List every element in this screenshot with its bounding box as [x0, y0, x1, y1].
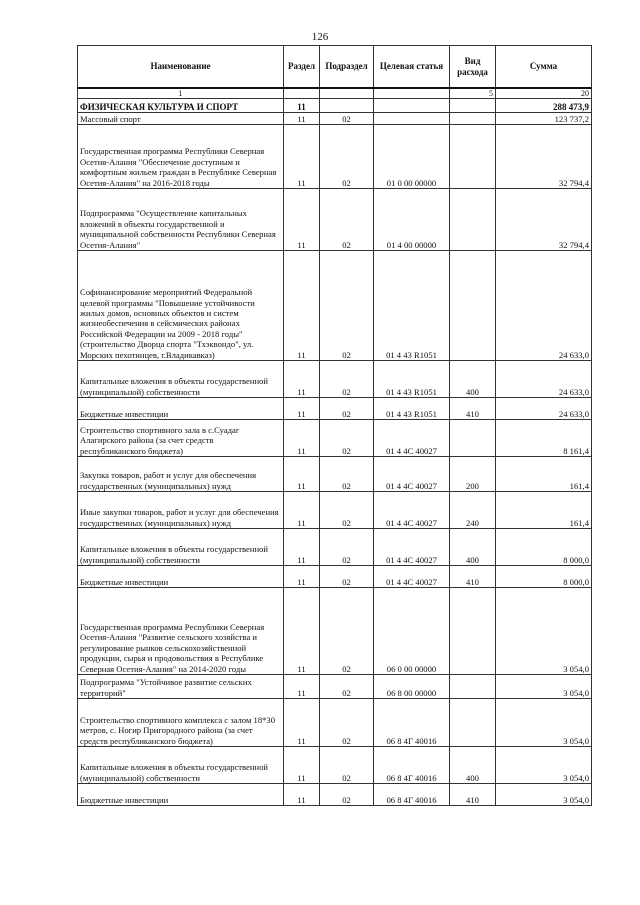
- cell-csr: 06 8 4Г 40016: [374, 699, 450, 747]
- cell-vr: [450, 251, 496, 361]
- cell-podrazdel: 02: [320, 699, 374, 747]
- cell-razdel: 11: [284, 588, 320, 675]
- cell-csr: 06 0 00 00000: [374, 588, 450, 675]
- cell-sum: 3 054,0: [496, 699, 592, 747]
- cell-sum: 3 054,0: [496, 747, 592, 784]
- cell-vr: 400: [450, 529, 496, 566]
- cell-csr: 01 4 43 R1051: [374, 361, 450, 398]
- cell-vr: [450, 99, 496, 113]
- table-row: [78, 113, 592, 125]
- cell-sum: 161,4: [496, 492, 592, 529]
- cell-podrazdel: 02: [320, 251, 374, 361]
- cell-csr: 01 0 00 00000: [374, 125, 450, 189]
- cell-name: Бюджетные инвестиции: [78, 784, 284, 806]
- cell-vr: [450, 113, 496, 125]
- cell-sum: 24 633,0: [496, 251, 592, 361]
- cell-podrazdel: 02: [320, 113, 374, 125]
- column-number: [284, 88, 320, 99]
- cell-csr: 01 4 4С 40027: [374, 529, 450, 566]
- cell-name: Строительство спортивного комплекса с залом 18*30 метров, с. Ногир Пригородного района (за счет средств республиканского бюджета): [78, 699, 284, 747]
- table-row: [78, 189, 592, 251]
- cell-csr: 06 8 4Г 40016: [374, 784, 450, 806]
- cell-csr: 01 4 4С 40027: [374, 492, 450, 529]
- cell-csr: [374, 99, 450, 113]
- cell-vr: [450, 189, 496, 251]
- column-number: [320, 88, 374, 99]
- cell-podrazdel: 02: [320, 675, 374, 699]
- cell-vr: [450, 675, 496, 699]
- table-row: [78, 747, 592, 784]
- cell-sum: 288 473,9: [496, 99, 592, 113]
- cell-vr: [450, 699, 496, 747]
- cell-name: Строительство спортивного зала в с.Суадаг Алагирского района (за счет средств республиканского бюджета): [78, 420, 284, 457]
- cell-vr: [450, 588, 496, 675]
- cell-podrazdel: 02: [320, 588, 374, 675]
- table-row: [78, 588, 592, 675]
- header-vr: Вид расхода: [450, 46, 496, 89]
- cell-sum: 32 794,4: [496, 189, 592, 251]
- cell-razdel: 11: [284, 675, 320, 699]
- cell-sum: 8 000,0: [496, 529, 592, 566]
- table-row: [78, 420, 592, 457]
- cell-podrazdel: [320, 99, 374, 113]
- cell-name: ФИЗИЧЕСКАЯ КУЛЬТУРА И СПОРТ: [78, 99, 284, 113]
- cell-name: Бюджетные инвестиции: [78, 398, 284, 420]
- table-row: [78, 398, 592, 420]
- cell-csr: 01 4 4С 40027: [374, 566, 450, 588]
- cell-sum: 3 054,0: [496, 588, 592, 675]
- table-row: [78, 784, 592, 806]
- cell-razdel: 11: [284, 566, 320, 588]
- table-row: [78, 457, 592, 492]
- cell-sum: 161,4: [496, 457, 592, 492]
- cell-name: Иные закупки товаров, работ и услуг для обеспечения государственных (муниципальных) нужд: [78, 492, 284, 529]
- cell-razdel: 11: [284, 251, 320, 361]
- cell-name: Подпрограмма "Устойчивое развитие сельских территорий": [78, 675, 284, 699]
- cell-razdel: 11: [284, 784, 320, 806]
- table-row: [78, 251, 592, 361]
- cell-vr: 400: [450, 747, 496, 784]
- cell-razdel: 11: [284, 361, 320, 398]
- cell-csr: [374, 113, 450, 125]
- cell-razdel: 11: [284, 747, 320, 784]
- cell-name: Государственная программа Республики Северная Осетия-Алания "Развитие сельского хозяйства и регулирование рынков сельскохозяйственной продукции, сырья и продовольствия в Республике Северная Осетия-Алания" на 2014-2020 годы: [78, 588, 284, 675]
- cell-podrazdel: 02: [320, 529, 374, 566]
- cell-vr: 410: [450, 398, 496, 420]
- column-number: [374, 88, 450, 99]
- cell-name: Капитальные вложения в объекты государственной (муниципальной) собственности: [78, 747, 284, 784]
- cell-name: Капитальные вложения в объекты государственной (муниципальной) собственности: [78, 361, 284, 398]
- header-csr: Целевая статья: [374, 46, 450, 89]
- cell-vr: 400: [450, 361, 496, 398]
- cell-vr: 410: [450, 566, 496, 588]
- cell-vr: 240: [450, 492, 496, 529]
- cell-sum: 3 054,0: [496, 784, 592, 806]
- column-number-row: [78, 88, 592, 99]
- cell-name: Капитальные вложения в объекты государственной (муниципальной) собственности: [78, 529, 284, 566]
- table-row: [78, 529, 592, 566]
- cell-sum: 32 794,4: [496, 125, 592, 189]
- cell-sum: 8 161,4: [496, 420, 592, 457]
- cell-name: Массовый спорт: [78, 113, 284, 125]
- cell-razdel: 11: [284, 189, 320, 251]
- table-row: [78, 699, 592, 747]
- header-sum: Сумма: [496, 46, 592, 89]
- budget-table: [77, 45, 592, 806]
- cell-csr: 01 4 4С 40027: [374, 457, 450, 492]
- cell-podrazdel: 02: [320, 189, 374, 251]
- cell-sum: 123 737,2: [496, 113, 592, 125]
- cell-podrazdel: 02: [320, 398, 374, 420]
- column-number: 5: [450, 88, 496, 99]
- cell-podrazdel: 02: [320, 125, 374, 189]
- cell-podrazdel: 02: [320, 420, 374, 457]
- cell-name: Закупка товаров, работ и услуг для обеспечения государственных (муниципальных) нужд: [78, 457, 284, 492]
- cell-razdel: 11: [284, 457, 320, 492]
- cell-podrazdel: 02: [320, 784, 374, 806]
- cell-vr: [450, 420, 496, 457]
- table-row: [78, 361, 592, 398]
- cell-razdel: 11: [284, 420, 320, 457]
- cell-razdel: 11: [284, 398, 320, 420]
- cell-sum: 24 633,0: [496, 398, 592, 420]
- cell-razdel: 11: [284, 529, 320, 566]
- cell-vr: 410: [450, 784, 496, 806]
- cell-razdel: 11: [284, 125, 320, 189]
- table-row: [78, 675, 592, 699]
- table-row: [78, 566, 592, 588]
- cell-csr: 01 4 43 R1051: [374, 398, 450, 420]
- cell-podrazdel: 02: [320, 747, 374, 784]
- cell-vr: [450, 125, 496, 189]
- cell-csr: 06 8 4Г 40016: [374, 747, 450, 784]
- column-number: 1: [78, 88, 284, 99]
- cell-name: Бюджетные инвестиции: [78, 566, 284, 588]
- header-name: Наименование: [78, 46, 284, 89]
- table-row: [78, 99, 592, 113]
- cell-sum: 8 000,0: [496, 566, 592, 588]
- cell-csr: 01 4 00 00000: [374, 189, 450, 251]
- header-razdel: Раздел: [284, 46, 320, 89]
- cell-vr: 200: [450, 457, 496, 492]
- header-podrazdel: Подраздел: [320, 46, 374, 89]
- cell-name: Софинансирование мероприятий Федеральной целевой программы "Повышение устойчивости жилых домов, основных объектов и систем жизнеобеспечения в сейсмических районах Российской Федерации на 2009 - 2018 годы" (строительство Дворца спорта "Тхэквондо", ул. Морских пехотинцев, г.Владикавказ): [78, 251, 284, 361]
- cell-podrazdel: 02: [320, 566, 374, 588]
- cell-name: Подпрограмма "Осуществление капитальных вложений в объекты государственной и муниципальной собственности Республики Северная Осетия-Алания": [78, 189, 284, 251]
- cell-sum: 3 054,0: [496, 675, 592, 699]
- cell-name: Государственная программа Республики Северная Осетия-Алания "Обеспечение доступным и комфортным жильем граждан в Республике Северная Осетия-Алания" на 2016-2018 годы: [78, 125, 284, 189]
- cell-podrazdel: 02: [320, 457, 374, 492]
- cell-razdel: 11: [284, 113, 320, 125]
- cell-csr: 01 4 43 R1051: [374, 251, 450, 361]
- cell-csr: 01 4 4С 40027: [374, 420, 450, 457]
- table-row: [78, 492, 592, 529]
- page-number: 126: [311, 31, 329, 43]
- cell-podrazdel: 02: [320, 492, 374, 529]
- cell-sum: 24 633,0: [496, 361, 592, 398]
- header-row: [78, 46, 592, 89]
- cell-razdel: 11: [284, 699, 320, 747]
- cell-csr: 06 8 00 00000: [374, 675, 450, 699]
- table-row: [78, 125, 592, 189]
- cell-razdel: 11: [284, 99, 320, 113]
- cell-razdel: 11: [284, 492, 320, 529]
- cell-podrazdel: 02: [320, 361, 374, 398]
- column-number: 20: [496, 88, 592, 99]
